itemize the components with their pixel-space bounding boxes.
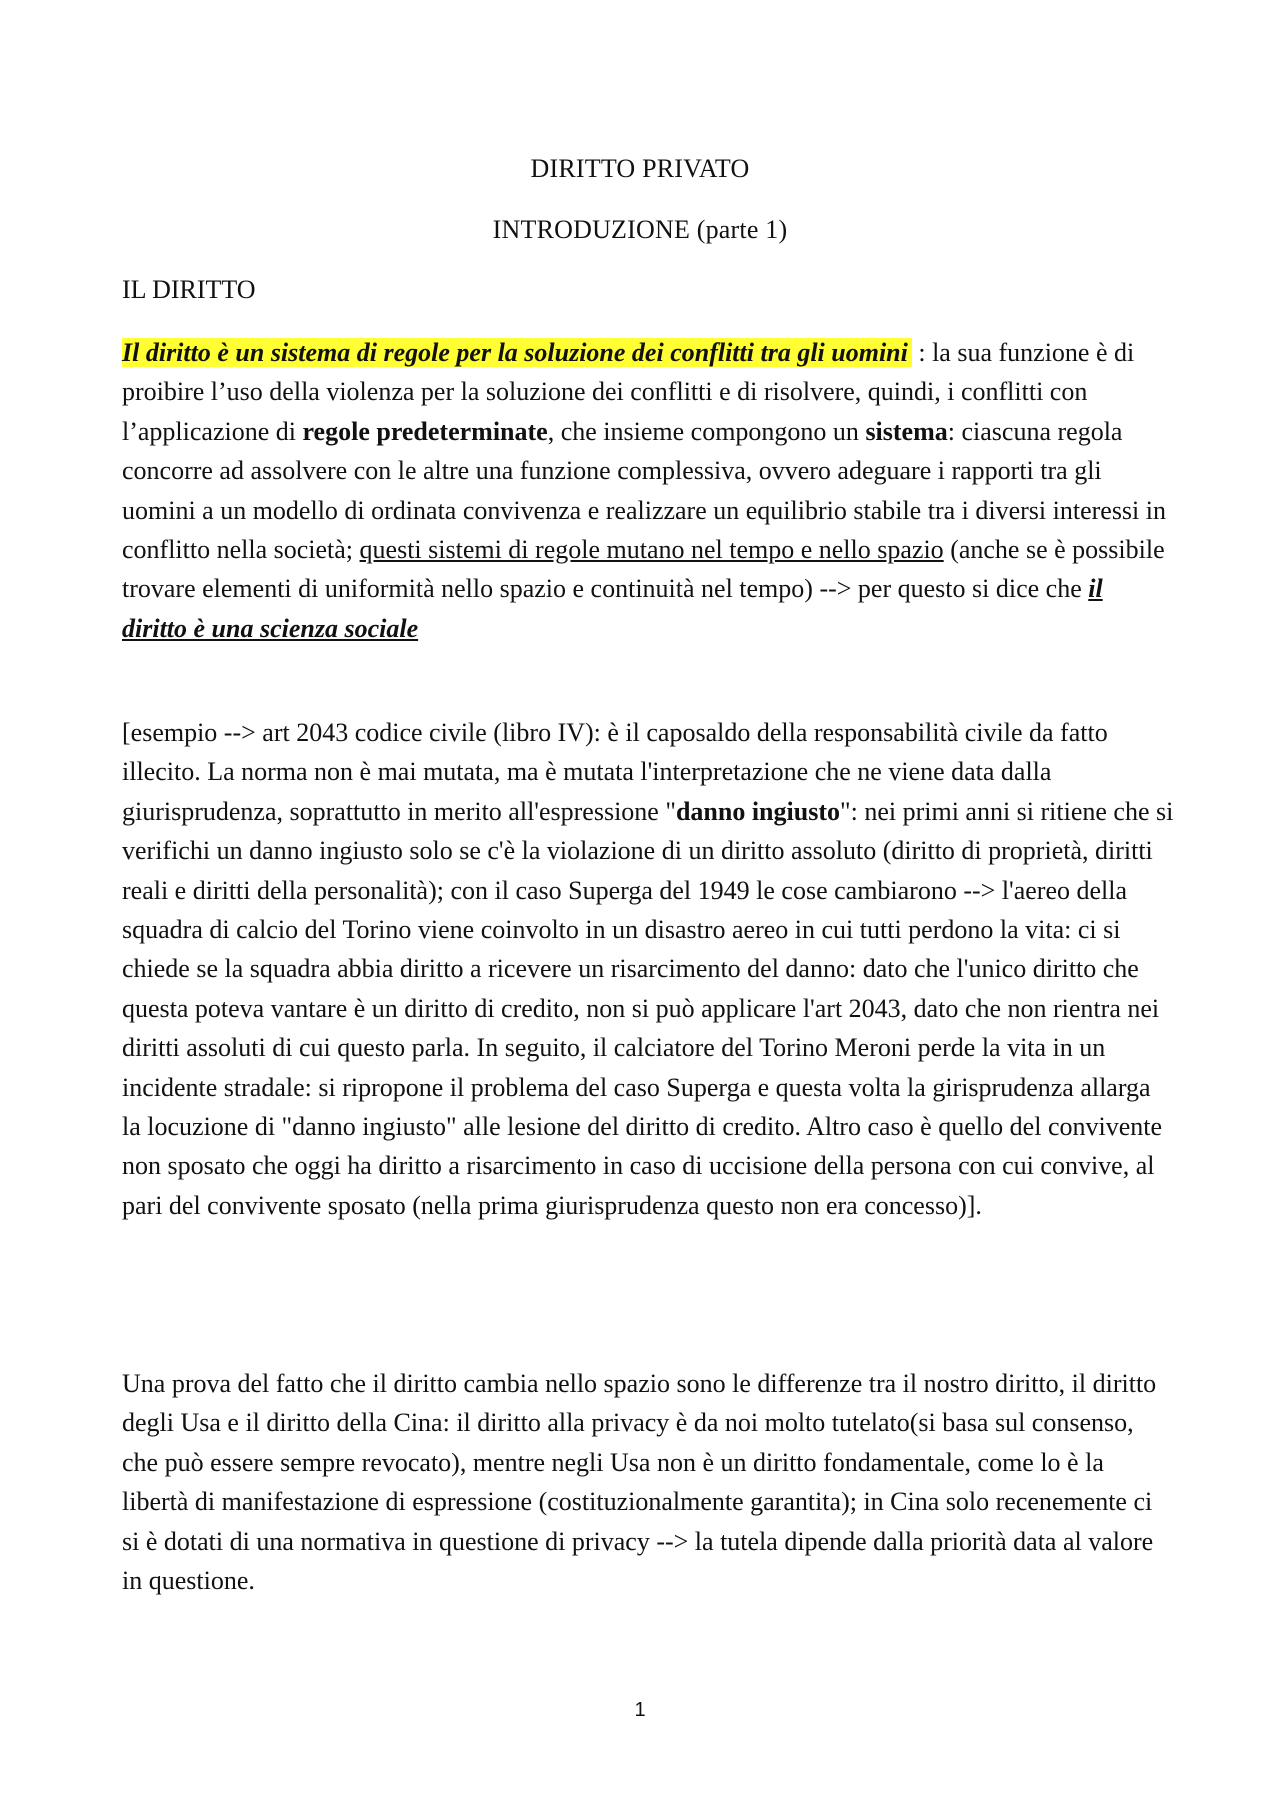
paragraph-text: : ciascuna regola concorre ad assolvere con le altre una funzione complessiva, ovvero adeguare i rapporti tra gli uomini a un modello di ordinata convivenza e realizzare un equilibrio stabile tra i diversi interessi in conflitto nella società; (122, 416, 1166, 565)
highlighted-definition: Il diritto è un sistema di regole per la soluzione dei conflitti tra gli uomini (122, 338, 912, 367)
paragraph-definition (122, 333, 1174, 648)
bold-term-sistema: sistema (865, 416, 948, 446)
page-number: 1 (634, 1699, 646, 1721)
paragraph-text: (anche se è possibile trovare elementi di uniformità nello spazio e continuità nel tempo) --> per questo si dice che (122, 535, 1165, 604)
document-title: DIRITTO PRIVATO (530, 154, 750, 183)
bold-term-regole: regole predeterminate (302, 416, 548, 446)
bold-term-danno-ingiusto: danno ingiusto (675, 796, 840, 826)
paragraph-text: Una prova del fatto che il diritto cambia nello spazio sono le differenze tra il nostro diritto, il diritto degli Usa e il diritto della Cina: il diritto alla privacy è da noi molto tutelato(si basa sul consenso, che può essere sempre revocato), mentre negli Usa non è un diritto fondamentale, come lo è la libertà di manifestazione di espressione (costituzionalmente garantita); in Cina solo recenemente ci si è dotati di una normativa in questione di privacy --> la tutela dipende dalla priorità data al valore in questione. (122, 1369, 1157, 1596)
paragraph-example (122, 713, 1174, 1225)
document-subtitle: INTRODUZIONE (parte 1) (492, 215, 788, 244)
section-heading: IL DIRITTO (122, 275, 256, 304)
paragraph-comparison (122, 1364, 1174, 1600)
emphasized-conclusion: il diritto è una scienza sociale (122, 574, 1103, 643)
paragraph-text: , che insieme compongono un (547, 416, 866, 446)
paragraph-text: [esempio --> art 2043 codice civile (libro IV): è il caposaldo della responsabilità civile da fatto illecito. La norma non è mai mutata, ma è mutata l'interpretazione che ne viene data dalla giurisprudenza, soprattutto in merito all'espressione " (122, 718, 1108, 826)
paragraph-text: : la sua funzione è di proibire l’uso della violenza per la soluzione dei conflitti e di risolvere, quindi, i conflitti con l’applicazione di (122, 338, 1135, 446)
underlined-statement: questi sistemi di regole mutano nel tempo e nello spazio (359, 535, 944, 565)
paragraph-text: ": nei primi anni si ritiene che si verifichi un danno ingiusto solo se c'è la violazione di un diritto assoluto (diritto di proprietà, diritti reali e diritti della personalità); con il caso Superga del 1949 le cose cambiarono --> l'aereo della squadra di calcio del Torino viene coinvolto in un disastro aereo in cui tutti perdono la vita: ci si chiede se la squadra abbia diritto a ricevere un risarcimento del danno: dato che l'unico diritto che questa poteva vantare è un diritto di credito, non si può applicare l'art 2043, dato che non rientra nei diritti assoluti di cui questo parla. In seguito, il calciatore del Torino Meroni perde la vita in un incidente stradale: si ripropone il problema del caso Superga e questa volta la girisprudenza allarga la locuzione di "danno ingiusto" alle lesione del diritto di credito. Altro caso è quello del convivente non sposato che oggi ha diritto a risarcimento in caso di uccisione della persona con cui convive, al pari del convivente sposato (nella prima giurisprudenza questo non era concesso)]. (122, 796, 1174, 1220)
